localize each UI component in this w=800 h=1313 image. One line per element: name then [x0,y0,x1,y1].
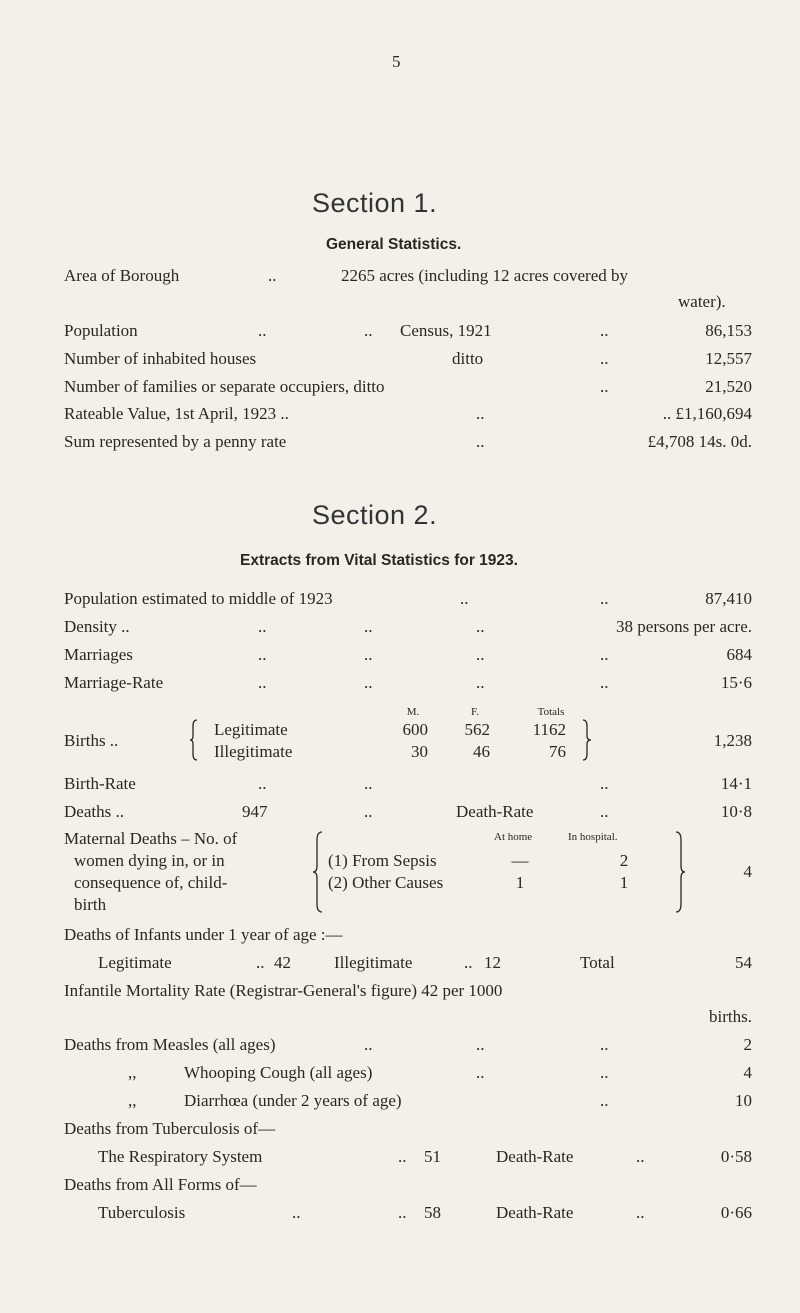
rateable-label: Rateable Value, 1st April, 1923 .. [64,404,289,423]
penny-value: £4,708 14s. 0d. [647,432,752,451]
deaths-value: 947 [242,802,268,821]
measles-label: Deaths from Measles (all ages) [64,1035,276,1054]
dots: .. [476,617,485,636]
tb-heading: Deaths from Tuberculosis of— [64,1119,276,1138]
maternal-sepsis-hospital: 2 [619,851,629,870]
births-illegit-f: 46 [473,742,490,761]
maternal-label-line-2: women dying in, or in [74,851,225,870]
dots: .. [364,802,373,821]
penny-label: Sum represented by a penny rate [64,432,287,451]
maternal-label-line-1: Maternal Deaths – No. of [64,829,238,848]
section-1-subtitle: General Statistics. [326,236,462,253]
dots: .. [600,1091,609,1110]
section-2-title: Section 2. [312,500,438,530]
left-brace [312,830,324,914]
infants-illegit-label: Illegitimate [334,953,413,972]
births-illegit-m: 30 [411,742,428,761]
deaths-label: Deaths .. [64,802,124,821]
infants-total-label: Total [580,953,615,972]
page-number: 5 [392,52,401,71]
dots: .. [464,953,473,972]
births-legit-label: Legitimate [214,720,288,739]
maternal-col-hospital: In hospital. [568,831,618,843]
houses-source: ditto [452,349,484,368]
dots: .. [600,349,609,368]
births-legit-total: 1162 [532,720,566,739]
whooping-value: 4 [743,1063,752,1082]
right-brace [674,830,686,914]
dots: .. [600,802,609,821]
dots: .. [460,589,469,608]
dots: .. [600,589,609,608]
dots: .. [258,617,267,636]
ditto-mark: ,, [128,1063,137,1082]
ditto-mark: ,, [128,1091,137,1110]
population-value: 86,153 [705,321,752,340]
maternal-other-hospital: 1 [619,873,629,892]
dots: .. [600,377,609,396]
maternal-sepsis-label: (1) From Sepsis [328,851,437,870]
birth-rate-value: 14·1 [720,774,752,793]
tb-respiratory-rate-label: Death-Rate [496,1147,574,1166]
dots: .. [600,321,609,340]
dots: .. [364,321,373,340]
maternal-col-home: At home [494,831,533,843]
births-illegit-label: Illegitimate [214,742,293,761]
dots: .. [636,1147,645,1166]
area-dots: .. [268,266,277,285]
dots: .. [398,1203,407,1222]
pop-estimate-label: Population estimated to middle of 1923 [64,589,333,608]
infants-total-value: 54 [735,953,752,972]
diarrhoea-label: Diarrhœa (under 2 years of age) [184,1091,402,1110]
dots: .. [476,1063,485,1082]
diarrhoea-value: 10 [735,1091,752,1110]
infant-mortality-line: Infantile Mortality Rate (Registrar-General's figure) 42 per 1000 [64,981,503,1000]
area-label: Area of Borough [64,266,180,285]
births-illegit-total: 76 [549,742,566,761]
maternal-total: 4 [743,862,752,881]
dots: .. [256,953,265,972]
births-col-totals: Totals [537,706,565,718]
pop-estimate-value: 87,410 [705,589,752,608]
maternal-other-home: 1 [515,873,525,892]
death-rate-label: Death-Rate [456,802,534,821]
right-brace [582,718,592,762]
dots: .. [476,645,485,664]
birth-rate-label: Birth-Rate [64,774,136,793]
births-grand-total: 1,238 [713,731,752,750]
tb-all-rate-value: 0·66 [720,1203,752,1222]
marriage-rate-value: 15·6 [720,673,752,692]
infant-mortality-cont: births. [709,1007,752,1026]
marriages-label: Marriages [64,645,133,664]
dots: .. [292,1203,301,1222]
population-source: Census, 1921 [400,321,492,340]
births-col-f: F. [471,706,479,718]
infants-legit-value: 42 [274,953,291,972]
dots: .. [476,1035,485,1054]
dots: .. [476,432,485,451]
infants-illegit-value: 12 [484,953,501,972]
maternal-label-line-4: birth [74,895,107,914]
tb-all-label: Tuberculosis [98,1203,186,1222]
tb-all-value: 58 [424,1203,441,1222]
births-legit-f: 562 [464,720,490,739]
houses-value: 12,557 [705,349,752,368]
tb-all-heading: Deaths from All Forms of— [64,1175,257,1194]
births-label: Births .. [64,731,119,750]
density-label: Density .. [64,617,130,636]
tb-all-rate-label: Death-Rate [496,1203,574,1222]
maternal-label-line-3: consequence of, child- [74,873,228,892]
infants-legit-label: Legitimate [98,953,172,972]
area-value: 2265 acres (including 12 acres covered by [341,266,628,285]
maternal-sepsis-home: — [511,851,529,870]
population-label: Population [64,321,138,340]
left-brace [190,718,200,762]
dots: .. [258,673,267,692]
section-2-subtitle: Extracts from Vital Statistics for 1923. [240,552,518,569]
marriage-rate-label: Marriage-Rate [64,673,164,692]
dots: .. [398,1147,407,1166]
dots: .. [600,1063,609,1082]
families-label: Number of families or separate occupiers, ditto [64,377,385,396]
section-1-title: Section 1. [312,188,438,218]
tb-respiratory-rate-value: 0·58 [720,1147,752,1166]
dots: .. [600,1035,609,1054]
dots: .. [364,617,373,636]
tb-respiratory-value: 51 [424,1147,441,1166]
dots: .. [364,673,373,692]
dots: .. [476,404,485,423]
dots: .. [476,673,485,692]
dots: .. [364,645,373,664]
dots: .. [258,645,267,664]
dots: .. [258,774,267,793]
infants-heading: Deaths of Infants under 1 year of age :— [64,925,343,944]
houses-label: Number of inhabited houses [64,349,257,368]
dots: .. [258,321,267,340]
births-legit-m: 600 [402,720,428,739]
rateable-value: .. £1,160,694 [662,404,752,423]
tb-respiratory-label: The Respiratory System [98,1147,263,1166]
families-value: 21,520 [705,377,752,396]
maternal-other-label: (2) Other Causes [328,873,444,892]
marriages-value: 684 [726,645,752,664]
dots: .. [364,1035,373,1054]
dots: .. [364,774,373,793]
measles-value: 2 [743,1035,752,1054]
dots: .. [600,774,609,793]
whooping-label: Whooping Cough (all ages) [184,1063,373,1082]
dots: .. [600,673,609,692]
births-col-m: M. [406,706,420,718]
area-value-cont: water). [678,292,726,311]
density-value: 38 persons per acre. [616,617,752,636]
dots: .. [600,645,609,664]
death-rate-value: 10·8 [720,802,752,821]
dots: .. [636,1203,645,1222]
